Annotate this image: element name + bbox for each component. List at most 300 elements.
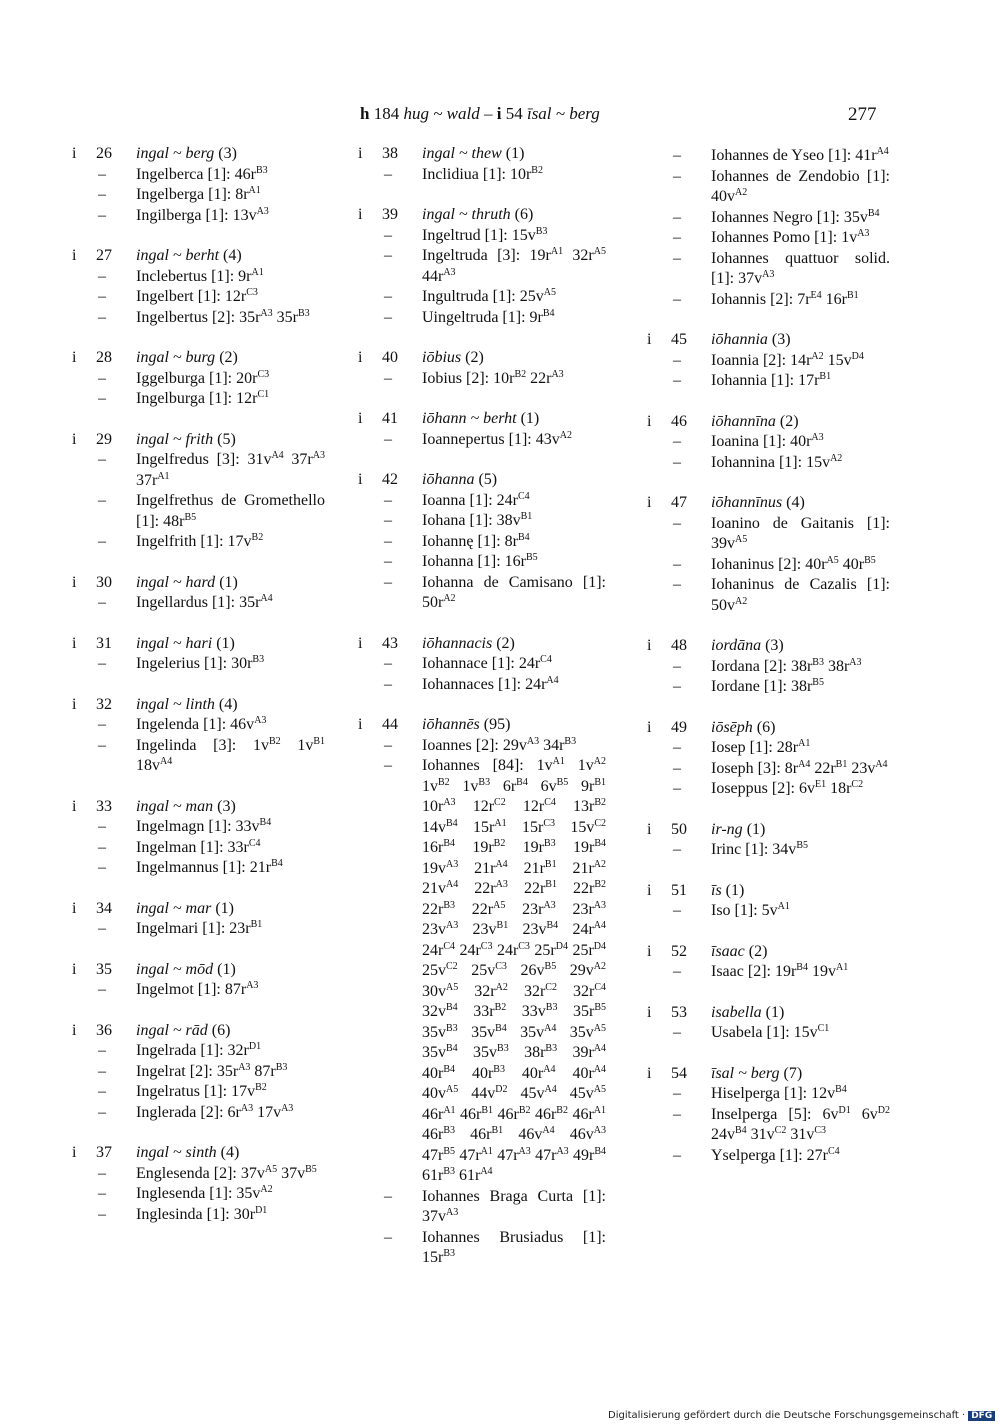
folio-superscript: D4	[555, 940, 568, 952]
dash: –	[98, 1185, 106, 1202]
form-text: 40r	[504, 1064, 544, 1082]
folio-superscript: A4	[798, 758, 811, 770]
entry-heading	[70, 960, 325, 981]
folio-superscript: C1	[257, 389, 270, 400]
form-text: Ioanna [1]: 24r	[422, 491, 518, 509]
folio-superscript: B2	[251, 532, 264, 543]
entry-number: 53	[671, 1003, 687, 1021]
entry-letter: i	[358, 634, 363, 652]
dash: –	[673, 576, 681, 593]
entry-letter: i	[647, 881, 652, 899]
dash: –	[673, 739, 681, 756]
dash: –	[673, 1146, 681, 1164]
entry-letter: i	[72, 1144, 77, 1161]
form-text: 46r	[530, 1105, 557, 1123]
page-number: 277	[848, 104, 877, 125]
folio-superscript: C2	[494, 797, 506, 808]
form-line	[645, 1023, 890, 1044]
entry-letter: i	[647, 942, 652, 960]
form-text: 46v	[503, 1126, 543, 1143]
folio-superscript: B5	[184, 511, 197, 523]
dash: –	[673, 841, 681, 858]
entry-number: 32	[96, 695, 112, 713]
form-text: 19v	[807, 963, 836, 980]
form-text: Ioseph [3]: 8r	[711, 759, 799, 777]
form-line	[70, 715, 325, 736]
folio-superscript: B4	[546, 920, 559, 931]
folio-superscript: B4	[517, 531, 530, 543]
entry-letter: i	[358, 145, 363, 162]
entry-heading	[70, 1143, 325, 1164]
entry	[70, 1143, 325, 1225]
folio-superscript: A3	[495, 879, 508, 890]
folio-superscript: D1	[255, 1204, 268, 1216]
folio-superscript: A2	[260, 1184, 273, 1195]
entry-count: (1)	[217, 960, 236, 978]
dash: –	[384, 1187, 392, 1205]
form-text: Iohannaces [1]: 24r	[422, 675, 547, 693]
entry	[645, 330, 890, 392]
running-head	[360, 104, 600, 124]
folio-superscript: C4	[828, 1145, 840, 1157]
dash: –	[98, 369, 106, 387]
form-text: 24r	[558, 921, 594, 938]
folio-superscript: A3	[518, 1145, 531, 1157]
form-line	[70, 1062, 325, 1083]
form-line	[70, 817, 325, 838]
dash: –	[98, 736, 106, 754]
entry-heading	[70, 246, 325, 267]
form-line	[70, 919, 325, 940]
form-text: Ingelburga [1]: 12r	[136, 390, 258, 407]
dash: –	[98, 1083, 106, 1100]
entry	[356, 715, 606, 1269]
entry-count: (1)	[505, 145, 525, 162]
entry-count: (5)	[217, 430, 236, 448]
form-text: 10r	[422, 798, 444, 815]
folio-superscript: A4	[593, 920, 607, 931]
folio-superscript: A4	[260, 593, 273, 604]
entry	[645, 820, 890, 861]
entry-lemma: isabella	[711, 1003, 762, 1021]
form-text: 37r	[283, 451, 313, 468]
form-text: 46r	[422, 1105, 444, 1123]
form-line	[645, 555, 890, 576]
dash: –	[384, 512, 392, 529]
folio-superscript: B4	[867, 207, 880, 219]
folio-superscript: A5	[493, 899, 506, 911]
entry-number: 33	[96, 797, 112, 815]
form-text: 26v	[506, 962, 545, 979]
entry	[356, 205, 606, 328]
form-text: Iosep [1]: 28r	[711, 739, 799, 756]
form-text: 21r	[458, 859, 496, 877]
form-text: 15v	[823, 351, 852, 369]
form-text: 23v	[458, 921, 497, 938]
form-text: 37r	[136, 471, 158, 489]
form-line	[645, 962, 890, 983]
form-line	[70, 389, 325, 410]
form-line	[70, 1184, 325, 1205]
folio-superscript: B1	[594, 776, 607, 788]
form-text: 40r	[838, 555, 865, 573]
entry	[70, 634, 325, 675]
form-text: Yselperga [1]: 27r	[711, 1146, 828, 1164]
running-head-left-letter: h	[360, 104, 370, 123]
entry-number: 38	[382, 145, 398, 162]
entry-count: (2)	[496, 634, 515, 652]
folio-superscript: A1	[593, 1104, 606, 1116]
folio-superscript: C4	[544, 797, 556, 808]
form-text: 25v	[457, 962, 496, 979]
form-text: 19r	[505, 839, 545, 856]
entry-count: (1)	[215, 899, 234, 917]
entry-lemma: ingal ~ hari	[136, 634, 213, 652]
folio-superscript: B4	[594, 1145, 606, 1157]
form-text: Iohannes quattuor solid. [1]: 37v	[711, 249, 890, 287]
entry-lemma: iōsēph	[711, 718, 753, 736]
dash: –	[98, 1205, 106, 1223]
form-text: 44v	[458, 1085, 496, 1102]
dash: –	[384, 532, 392, 550]
form-line	[356, 165, 606, 186]
form-text: 21r	[556, 859, 594, 877]
form-text: 24v	[711, 1126, 735, 1143]
folio-superscript: B2	[594, 879, 607, 890]
dash: –	[98, 533, 106, 550]
folio-superscript: A3	[526, 735, 540, 747]
entry-count: (5)	[478, 471, 498, 488]
folio-superscript: B2	[268, 735, 281, 747]
folio-superscript: D1	[248, 1041, 262, 1052]
entry-letter: i	[647, 412, 652, 430]
folio-superscript: A1	[552, 756, 565, 767]
folio-superscript: A1	[494, 817, 507, 829]
entry-letter: i	[358, 471, 363, 488]
entry-heading	[70, 899, 325, 920]
form-text: Iohannina [1]: 15v	[711, 453, 831, 471]
form-text: Iordana [2]: 38r	[711, 657, 813, 675]
entry-count: (95)	[483, 716, 511, 733]
form-text: 45v	[507, 1085, 545, 1102]
entry-count: (1)	[219, 573, 238, 591]
folio-superscript: A5	[593, 1022, 607, 1034]
form-text: 25r	[529, 941, 556, 959]
form-text: Hiselperga [1]: 12v	[711, 1085, 836, 1102]
form-line	[356, 226, 606, 247]
entry-number: 50	[671, 820, 687, 838]
entry-letter: i	[647, 1064, 652, 1082]
entry-lemma: ir-ng	[711, 820, 743, 838]
entry-count: (4)	[220, 1144, 240, 1161]
form-text: 39r	[557, 1044, 594, 1061]
entry-number: 35	[96, 960, 112, 978]
folio-superscript: D1	[838, 1104, 851, 1116]
form-text: 46r	[567, 1105, 594, 1123]
entry-count: (3)	[771, 331, 791, 348]
form-text: 1v	[564, 757, 594, 774]
form-text: Ingelfrith [1]: 17v	[136, 533, 252, 550]
folio-superscript: A2	[735, 595, 748, 607]
form-text: Ingelberga [1]: 8r	[136, 186, 249, 203]
entry-heading	[70, 797, 325, 818]
entry-heading	[645, 330, 890, 351]
form-text: 32r	[507, 982, 546, 1000]
dash: –	[98, 594, 106, 611]
entry-letter: i	[72, 430, 77, 448]
entry-lemma: iōhannia	[711, 331, 768, 348]
dash: –	[384, 736, 392, 754]
dfg-logo: DFG	[968, 1411, 995, 1421]
form-text: 37v	[277, 1164, 306, 1182]
folio-superscript: A1	[777, 901, 790, 912]
dash: –	[98, 1103, 106, 1121]
form-line	[356, 246, 606, 287]
folio-superscript: B1	[835, 758, 848, 770]
folio-superscript: A5	[543, 287, 556, 298]
form-text: 22r	[458, 880, 496, 897]
folio-superscript: A4	[160, 756, 173, 767]
entry-number: 39	[382, 206, 398, 223]
folio-superscript: E1	[814, 779, 827, 790]
folio-superscript: B3	[446, 1022, 458, 1034]
form-text: Ingelfredus [3]: 31v	[136, 451, 272, 468]
folio-superscript: C3	[543, 817, 555, 829]
folio-superscript: A4	[544, 1084, 557, 1095]
entry-count: (6)	[211, 1021, 231, 1039]
form-line	[356, 430, 606, 451]
form-text: Ingelmari [1]: 23r	[136, 920, 251, 937]
form-text: 18r	[826, 780, 852, 797]
folio-superscript: B5	[525, 552, 538, 563]
form-text: Ingelerius [1]: 30r	[136, 655, 253, 672]
folio-superscript: B1	[491, 1125, 504, 1136]
page-header	[0, 104, 1000, 132]
entry-letter: i	[72, 899, 77, 917]
folio-superscript: C2	[851, 779, 864, 790]
entry-count: (4)	[786, 494, 805, 511]
form-text: Iohanna de Camisano [1]: 50r	[422, 573, 606, 611]
dash: –	[673, 678, 681, 695]
folio-superscript: A1	[835, 962, 849, 973]
folio-superscript: A4	[544, 1022, 557, 1034]
entry-lemma: ingal ~ berht	[136, 247, 220, 264]
entry-lemma: īsaac	[711, 942, 745, 960]
folio-superscript: C3	[257, 368, 270, 380]
folio-superscript: A1	[480, 1145, 493, 1157]
dash: –	[384, 1228, 392, 1246]
form-line	[70, 593, 325, 614]
form-text: 46r	[455, 1105, 482, 1123]
form-line	[356, 491, 606, 512]
entry	[70, 960, 325, 1001]
folio-superscript: B3	[275, 1061, 288, 1073]
folio-superscript: A4	[446, 879, 459, 890]
dash: –	[673, 902, 681, 919]
entry-number: 31	[96, 634, 112, 652]
dash: –	[384, 288, 392, 305]
form-text: 35r	[272, 308, 298, 326]
folio-superscript: A3	[246, 980, 259, 991]
folio-superscript: B5	[812, 677, 824, 688]
folio-superscript: A5	[735, 534, 748, 545]
folio-superscript: A3	[238, 1061, 251, 1073]
form-line	[356, 654, 606, 675]
folio-superscript: B2	[531, 164, 543, 176]
entry-letter: i	[72, 349, 77, 366]
folio-superscript: A4	[875, 758, 888, 770]
form-line	[356, 532, 606, 553]
dash: –	[673, 147, 681, 164]
form-line	[70, 1082, 325, 1103]
form-text: 33r	[457, 1003, 495, 1020]
folio-superscript: B1	[481, 1104, 494, 1116]
form-text: 32r	[563, 247, 594, 264]
folio-superscript: B2	[494, 1002, 507, 1013]
folio-superscript: C4	[443, 940, 455, 952]
entry-heading	[70, 348, 325, 369]
entry-heading	[356, 715, 606, 736]
form-text: 47r	[530, 1146, 557, 1164]
form-line	[645, 228, 890, 249]
entry-lemma: iōhann ~ berht	[422, 410, 517, 427]
form-line	[70, 1205, 325, 1226]
form-text: 44r	[422, 267, 444, 285]
form-text: Ingelberca [1]: 46r	[136, 165, 256, 183]
form-line	[356, 573, 606, 614]
folio-superscript: A3	[260, 307, 273, 319]
folio-superscript: B4	[443, 1063, 455, 1075]
dash: –	[384, 757, 392, 774]
entry	[645, 1064, 890, 1167]
dash: –	[98, 716, 106, 733]
folio-superscript: B5	[594, 1002, 607, 1013]
folio-superscript: C4	[594, 981, 607, 993]
entry-number: 34	[96, 899, 112, 917]
form-text: 6v	[850, 1105, 878, 1123]
form-text: 24r	[455, 941, 481, 959]
form-line	[645, 208, 890, 229]
folio-superscript: B1	[544, 858, 557, 870]
form-text: Irinc [1]: 34v	[711, 841, 797, 858]
form-text: 22r	[526, 369, 552, 387]
folio-superscript: A3	[762, 269, 775, 280]
folio-superscript: B4	[735, 1125, 747, 1136]
form-text: Iohaninus [2]: 40r	[711, 555, 827, 573]
folio-superscript: A4	[271, 450, 284, 461]
entry-lemma: ingal ~ linth	[136, 695, 215, 713]
folio-superscript: B2	[438, 776, 450, 788]
folio-superscript: A3	[849, 656, 862, 668]
form-line	[356, 1228, 606, 1269]
form-text: Ingelrada [1]: 32r	[136, 1042, 249, 1059]
form-text: 6r	[490, 777, 517, 795]
folio-superscript: A4	[543, 1063, 556, 1075]
form-text: Iohannes Pomo [1]: 1v	[711, 229, 858, 246]
folio-superscript: B1	[313, 735, 326, 747]
entry-letter: i	[72, 1021, 77, 1039]
form-text: 23v	[422, 921, 446, 938]
folio-superscript: C1	[817, 1023, 830, 1034]
folio-superscript: A5	[446, 981, 459, 993]
folio-superscript: A3	[256, 205, 269, 217]
folio-superscript: A3	[443, 797, 456, 808]
folio-superscript: B4	[594, 838, 607, 849]
folio-superscript: A4	[495, 858, 508, 870]
form-line	[356, 287, 606, 308]
entry-heading	[356, 144, 606, 165]
folio-superscript: A2	[735, 187, 748, 198]
entry-letter: i	[647, 820, 652, 838]
running-head-right-lemma: īsal ~ berg	[526, 104, 600, 123]
form-text: Ingilberga [1]: 13v	[136, 206, 257, 224]
form-text: 61r	[455, 1167, 481, 1184]
folio-superscript: A2	[593, 858, 607, 870]
entry-lemma: ingal ~ thew	[422, 145, 502, 162]
form-text: 40r	[422, 1064, 444, 1082]
form-line	[645, 840, 890, 861]
dash: –	[673, 657, 681, 675]
entry-heading	[70, 144, 325, 165]
dash: –	[673, 208, 681, 226]
entry	[645, 942, 890, 983]
folio-superscript: C2	[594, 817, 607, 829]
form-text: Iobius [2]: 10r	[422, 369, 515, 387]
form-line	[70, 1041, 325, 1062]
form-line	[356, 675, 606, 696]
form-text: 16r	[821, 290, 847, 308]
form-text: Ingelmannus [1]: 21r	[136, 859, 272, 876]
entry-count: (4)	[218, 695, 238, 713]
form-text: Inglesenda [1]: 35v	[136, 1185, 261, 1202]
folio-superscript: B3	[545, 1043, 558, 1054]
folio-superscript: A4	[593, 1063, 607, 1075]
dash: –	[673, 1085, 681, 1102]
entry-number: 42	[382, 471, 398, 488]
form-text: Ingelbert [1]: 12r	[136, 288, 247, 305]
form-text: Iohannes Braga Curta [1]: 37v	[422, 1187, 606, 1225]
form-text: 22r	[810, 759, 836, 777]
entry-heading	[645, 881, 890, 902]
entry-lemma: iōbius	[422, 349, 462, 366]
form-line	[356, 756, 606, 1187]
dash: –	[673, 433, 681, 450]
form-line	[645, 432, 890, 453]
form-line	[645, 371, 890, 392]
folio-superscript: B2	[255, 1082, 267, 1093]
form-text: 46v	[554, 1126, 594, 1143]
folio-superscript: B2	[594, 797, 607, 808]
entry-count: (4)	[223, 247, 242, 264]
dash: –	[98, 288, 106, 305]
entry	[645, 412, 890, 474]
entry-count: (3)	[217, 797, 236, 815]
folio-superscript: B3	[544, 838, 556, 849]
folio-superscript: A5	[446, 1084, 459, 1095]
dash: –	[98, 1164, 106, 1182]
entry	[70, 1021, 325, 1124]
form-text: 46r	[422, 1126, 444, 1143]
entry-count: (1)	[765, 1003, 785, 1021]
form-line	[70, 736, 325, 777]
form-line	[645, 1084, 890, 1105]
form-line	[645, 453, 890, 474]
form-text: 13r	[555, 798, 595, 815]
form-text: 19v	[422, 859, 446, 877]
entry-heading	[645, 820, 890, 841]
entry-number: 37	[96, 1144, 112, 1161]
entry-count: (2)	[219, 349, 238, 366]
